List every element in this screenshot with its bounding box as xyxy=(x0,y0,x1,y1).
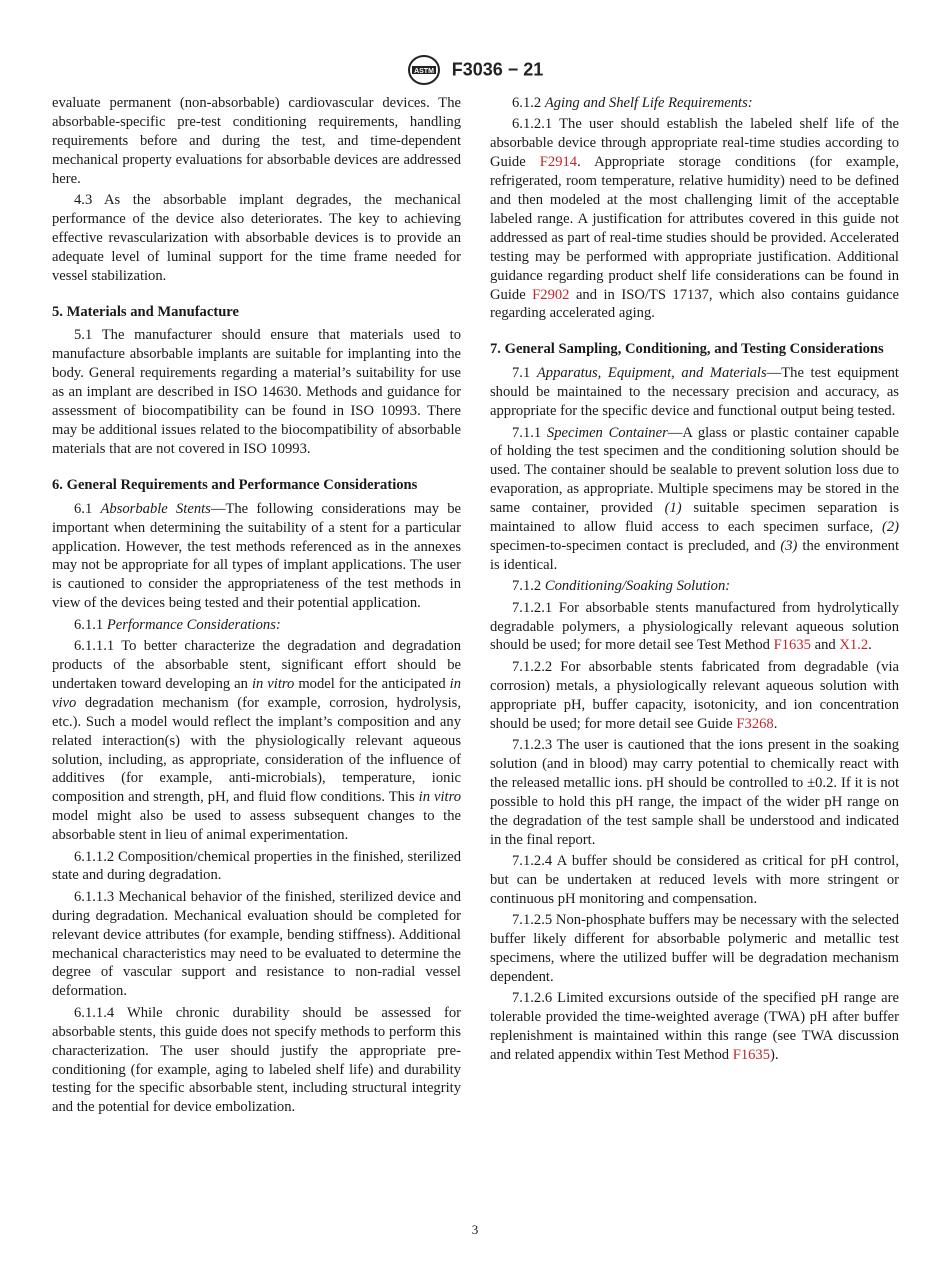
paragraph-6-1-1-4: 6.1.1.4 While chronic durability should be assessed for absorbable stents, this guide does not specify methods to perform this characterization. The user should justify the appropriate pre-conditioning (for example, aging to labeled shelf life) and durability testing for the specific absorbable stent, including structural integrity and the potential for device embolization. xyxy=(52,1004,461,1116)
paragraph-6-1-1-1: 6.1.1.1 To better characterize the degradation and degradation products of the absorbable stent, significant effort should be undertaken toward developing an in vitro model for the anticipated in vivo degradation mechanism (for example, corrosion, hydrolysis, etc.). Such a model would reflect the implant’s composition and any related interaction(s) with the physiologically relevant aqueous solution, including, as appropriate, consideration of the influence of additives (for example, anti-microbials), temperature, ionic composition and strength, pH, and fluid flow conditions. This in vitro model might also be used to assess subsequent changes to the absorbable stent in lieu of animal experimentation. xyxy=(52,638,462,844)
paragraph-6-1-2: 6.1.2 Aging and Shelf Life Requirements: xyxy=(512,95,753,111)
paragraph-5-1: 5.1 The manufacturer should ensure that materials used to manufacture absorbable implants are suitable for implanting into the body. General requirements regarding a material’s suitability for use as an implant are described in ISO 14630. Methods and guidance for assessment of biocompatibility can be found in ISO 10993. There may be additional issues related to the biocompatibility of absorbable materials that are not covered in ISO 10993. xyxy=(52,327,461,457)
paragraph-7-1-2-6: 7.1.2.6 Limited excursions outside of the specified pH range are tolerable provided the time-weighted average (TWA) pH after buffer replenishment is maintained within this range (see TWA discussion and related appendix within Test Method F1635). xyxy=(490,990,899,1063)
right-column xyxy=(490,94,899,1067)
paragraph-7-1-2: 7.1.2 Conditioning/Soaking Solution: xyxy=(512,578,731,595)
section-7-heading: 7. General Sampling, Conditioning, and Testing Considerations xyxy=(490,341,884,358)
paragraph-6-1-1-2: 6.1.1.2 Composition/chemical properties in the finished, sterilized state and during degradation. xyxy=(52,848,461,884)
astm-logo xyxy=(407,55,441,85)
paragraph-7-1-2-3: 7.1.2.3 The user is cautioned that the ions present in the soaking solution (and in blood) may carry potential to chemically react with the released metallic ions. pH should be controlled to ±0.2. If it is not possible to hold this pH range, the impact of the wider pH range on the degradation of the test sample shall be understood and indicated in the final report. xyxy=(490,737,899,848)
paragraph-7-1-2-4: 7.1.2.4 A buffer should be considered as critical for pH control, but can be undertaken at reduced levels with more stringent or continuous pH monitoring and compensation. xyxy=(490,852,899,907)
link-f1635-2[interactable]: F1635 xyxy=(732,1047,771,1063)
paragraph-7-1-2-1: 7.1.2.1 For absorbable stents manufactured from hydrolytically degradable polymers, a physiologically relevant aqueous solution should be used; for more detail see Test Method F1635 and X1.2. xyxy=(490,599,899,654)
paragraph-6-1-1-3: 6.1.1.3 Mechanical behavior of the finished, sterilized device and during degradation. Mechanical evaluation should be completed for relevant device attributes (for example, bending stiffness). Additional mechanical characteristics may need to be evaluated to determine the degree of vascular support and resistance to non-radial vessel deformation. xyxy=(52,888,461,1000)
link-x1-2[interactable]: X1.2 xyxy=(839,637,869,654)
paragraph-7-1-2-5: 7.1.2.5 Non-phosphate buffers may be necessary with the selected buffer likely different for absorbable polymeric and metallic test specimens, where the utilized buffer will be degradation mechanism dependent. xyxy=(490,912,899,985)
left-column xyxy=(52,94,461,1120)
section-6-heading: 6. General Requirements and Performance Considerations xyxy=(52,476,418,493)
link-f1635[interactable]: F1635 xyxy=(773,637,811,654)
link-f2914[interactable]: F2914 xyxy=(539,154,578,171)
link-f2902[interactable]: F2902 xyxy=(532,286,570,303)
doc-code: F3036 − 21 xyxy=(451,59,544,80)
paragraph-6-1: 6.1 Absorbable Stents—The following considerations may be important when determining the suitability of a stent for a particular application. However, the test methods referenced as in the annexes may not be appropriate for all types of implant applications. The user is cautioned to consider the appropriateness of the test methods in view of the devices being tested and their potential application. xyxy=(52,500,461,612)
paragraph-6-1-1: 6.1.1 Performance Considerations: xyxy=(74,616,281,633)
paragraph-4-3: 4.3 As the absorbable implant degrades, the mechanical performance of the device also deteriorates. The key to achieving effective revascularization with absorbable devices is to provide an adequate level of luminal support for the time frame needed for vessel stabilization. xyxy=(52,192,461,284)
link-f3268[interactable]: F3268 xyxy=(736,715,774,732)
page-number: 3 xyxy=(471,1222,479,1237)
svg-text:ASTM: ASTM xyxy=(413,68,434,75)
section-5-heading: 5. Materials and Manufacture xyxy=(52,303,239,320)
paragraph-7-1-2-2: 7.1.2.2 For absorbable stents fabricated from degradable (via corrosion) metals, a physiologically relevant aqueous solution with appropriate pH, buffer capacity, isotonicity, and ion concentration should be used; for more detail see Guide F3268. xyxy=(490,658,899,732)
paragraph-continued: evaluate permanent (non-absorbable) cardiovascular devices. The absorbable-specific pre-test conditioning requirements, handling requirements before and during the test, and time-dependent mechanical property evaluations for absorbable devices are addressed here. xyxy=(52,95,461,187)
page-header xyxy=(0,55,950,85)
paragraph-7-1: 7.1 Apparatus, Equipment, and Materials—The test equipment should be maintained to the necessary precision and accuracy, as appropriate for the specific device and functional output being tested. xyxy=(490,365,899,420)
paragraph-6-1-2-1: 6.1.2.1 The user should establish the labeled shelf life of the absorbable device through appropriate real-time studies according to Guide F2914. Appropriate storage conditions (for example, refrigerated, room temperature, relative humidity) need to be defined and then modeled at the most challenging limit of the acceptable labeled range. A justification for attributes covered in this guide not addressed as part of real-time studies should be provided. Accelerated testing may be performed with appropriate justification. Additional guidance regarding product shelf life considerations can be found in Guide F2902 and in ISO/TS 17137, which also contains guidance regarding accelerated aging. xyxy=(490,116,899,322)
paragraph-7-1-1: 7.1.1 Specimen Container—A glass or plastic container capable of holding the test specimen and the conditioning solution should be used. The container should be sealable to prevent solution loss due to evaporation, as appropriate. Multiple specimens may be stored in the same container, provided (1) suitable specimen separation is maintained to allow fluid access to each specimen surface, (2) specimen-to-specimen contact is precluded, and (3) the environment is identical. xyxy=(490,424,900,573)
